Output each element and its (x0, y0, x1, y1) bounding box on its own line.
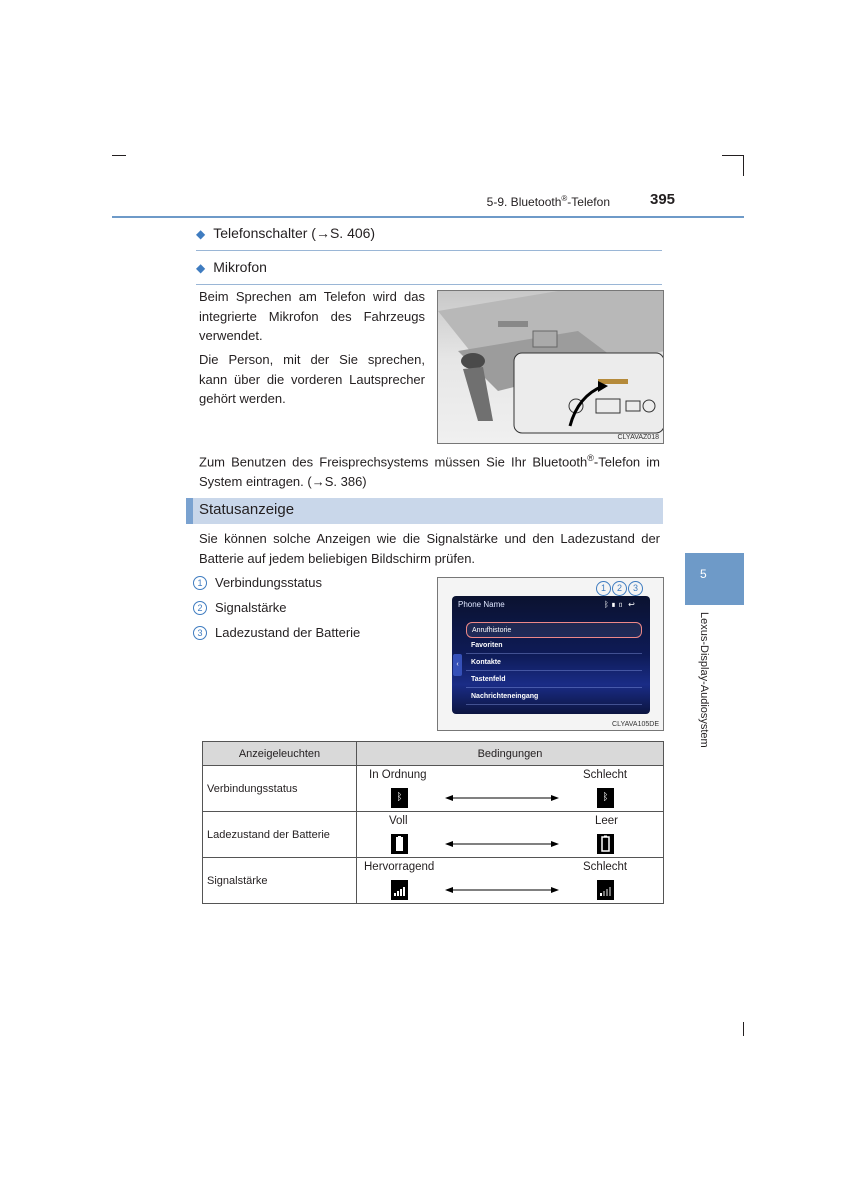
numbered-item: 2 Signalstärke (193, 600, 287, 615)
bluetooth-icon: ᛒ (391, 788, 408, 808)
condition-cell (357, 766, 664, 812)
crop-mark (743, 1022, 744, 1036)
overhead-console-illustration (438, 291, 664, 444)
menu-item-favoriten[interactable]: Favoriten (466, 638, 642, 654)
freisprech-paragraph: Zum Benutzen des Freisprechsystems müssen Sie Ihr Bluetooth®-Telefon im System eintragen. (→S. 386) (199, 453, 660, 489)
menu-item-nachrichteneingang[interactable]: Nachrichteneingang (466, 689, 642, 705)
image-code: CLYAVA105DE (612, 721, 659, 728)
status-intro: Sie können solche Anzeigen wie die Signalstärke und den Ladezustand der Batterie auf jedem beliebigen Bildschirm prüfen. (199, 531, 660, 566)
diamond-icon: ◆ (196, 227, 206, 241)
condition-cell (357, 858, 664, 904)
circled-number: 2 (193, 601, 207, 615)
circled-number: 3 (193, 626, 207, 640)
table-header: Anzeigeleuchten (203, 742, 357, 766)
image-code: CLYAVAZ018 (617, 434, 659, 441)
table-header: Bedingungen (357, 742, 664, 766)
signal-weak-icon (597, 880, 614, 900)
numbered-item: 1 Verbindungsstatus (193, 575, 322, 590)
table-row (203, 766, 664, 812)
bullet-mikrofon: ◆ Mikrofon (196, 259, 662, 285)
crop-mark (722, 155, 744, 156)
battery-full-icon (391, 834, 408, 854)
circled-number: 1 (193, 576, 207, 590)
chapter-tab (685, 553, 744, 605)
menu-item-tastenfeld[interactable]: Tastenfeld (466, 672, 642, 688)
section-heading: Statusanzeige (199, 501, 295, 518)
bullet-telefonschalter: ◆ Telefonschalter (→S. 406) (196, 225, 662, 251)
menu-item-kontakte[interactable]: Kontakte (466, 655, 642, 671)
back-icon: ↩ (628, 600, 635, 609)
condition-right: Schlecht (583, 769, 628, 781)
callout-number: 2 (612, 581, 627, 596)
scroll-tab[interactable]: ‹ (453, 654, 462, 676)
condition-left: Hervorragend (364, 861, 435, 873)
crop-mark (743, 155, 744, 176)
running-head: 5-9. Bluetooth®-Telefon (486, 194, 610, 209)
crop-mark (112, 155, 126, 156)
condition-right: Schlecht (583, 861, 628, 873)
chapter-label: Lexus-Display-Audiosystem (698, 612, 710, 748)
row-label: Signalstärke (203, 858, 357, 904)
condition-left: In Ordnung (369, 769, 427, 781)
battery-empty-icon (597, 834, 614, 854)
table-row (203, 858, 664, 904)
chapter-number: 5 (700, 567, 707, 581)
double-arrow-icon (445, 839, 559, 849)
phone-screen-figure (437, 577, 664, 731)
header-rule (112, 216, 744, 218)
mikrofon-paragraph-2: Die Person, mit der Sie sprechen, kann über die vorderen Lautsprecher gehört werden. (199, 352, 425, 406)
condition-cell (357, 812, 664, 858)
menu-item-anrufhistorie[interactable]: Anrufhistorie (466, 622, 642, 638)
battery-icon: ▯ (618, 600, 623, 609)
screen-title: Phone Name (458, 600, 505, 609)
numbered-item: 3 Ladezustand der Batterie (193, 625, 360, 640)
row-label: Verbindungsstatus (203, 766, 357, 812)
status-icons (604, 600, 635, 609)
phone-screen (452, 596, 650, 714)
double-arrow-icon (445, 793, 559, 803)
condition-left: Voll (389, 815, 408, 827)
callout-number: 1 (596, 581, 611, 596)
microphone-photo (437, 290, 664, 444)
signal-strong-icon (391, 880, 408, 900)
double-arrow-icon (445, 885, 559, 895)
page-number: 395 (650, 191, 676, 208)
screen-callouts (596, 581, 644, 596)
bluetooth-icon: ᛒ (604, 600, 609, 609)
row-label: Ladezustand der Batterie (203, 812, 357, 858)
callout-number: 3 (628, 581, 643, 596)
mikrofon-paragraph-1: Beim Sprechen am Telefon wird das integrierte Mikrofon des Fahrzeugs verwendet. (199, 289, 425, 343)
status-table (202, 741, 664, 904)
table-row (203, 812, 664, 858)
condition-right: Leer (595, 815, 619, 827)
section-heading-bar (186, 498, 663, 524)
bluetooth-icon: ᛒ (597, 788, 614, 808)
diamond-icon: ◆ (196, 261, 206, 275)
signal-icon: ▮ (611, 600, 616, 609)
